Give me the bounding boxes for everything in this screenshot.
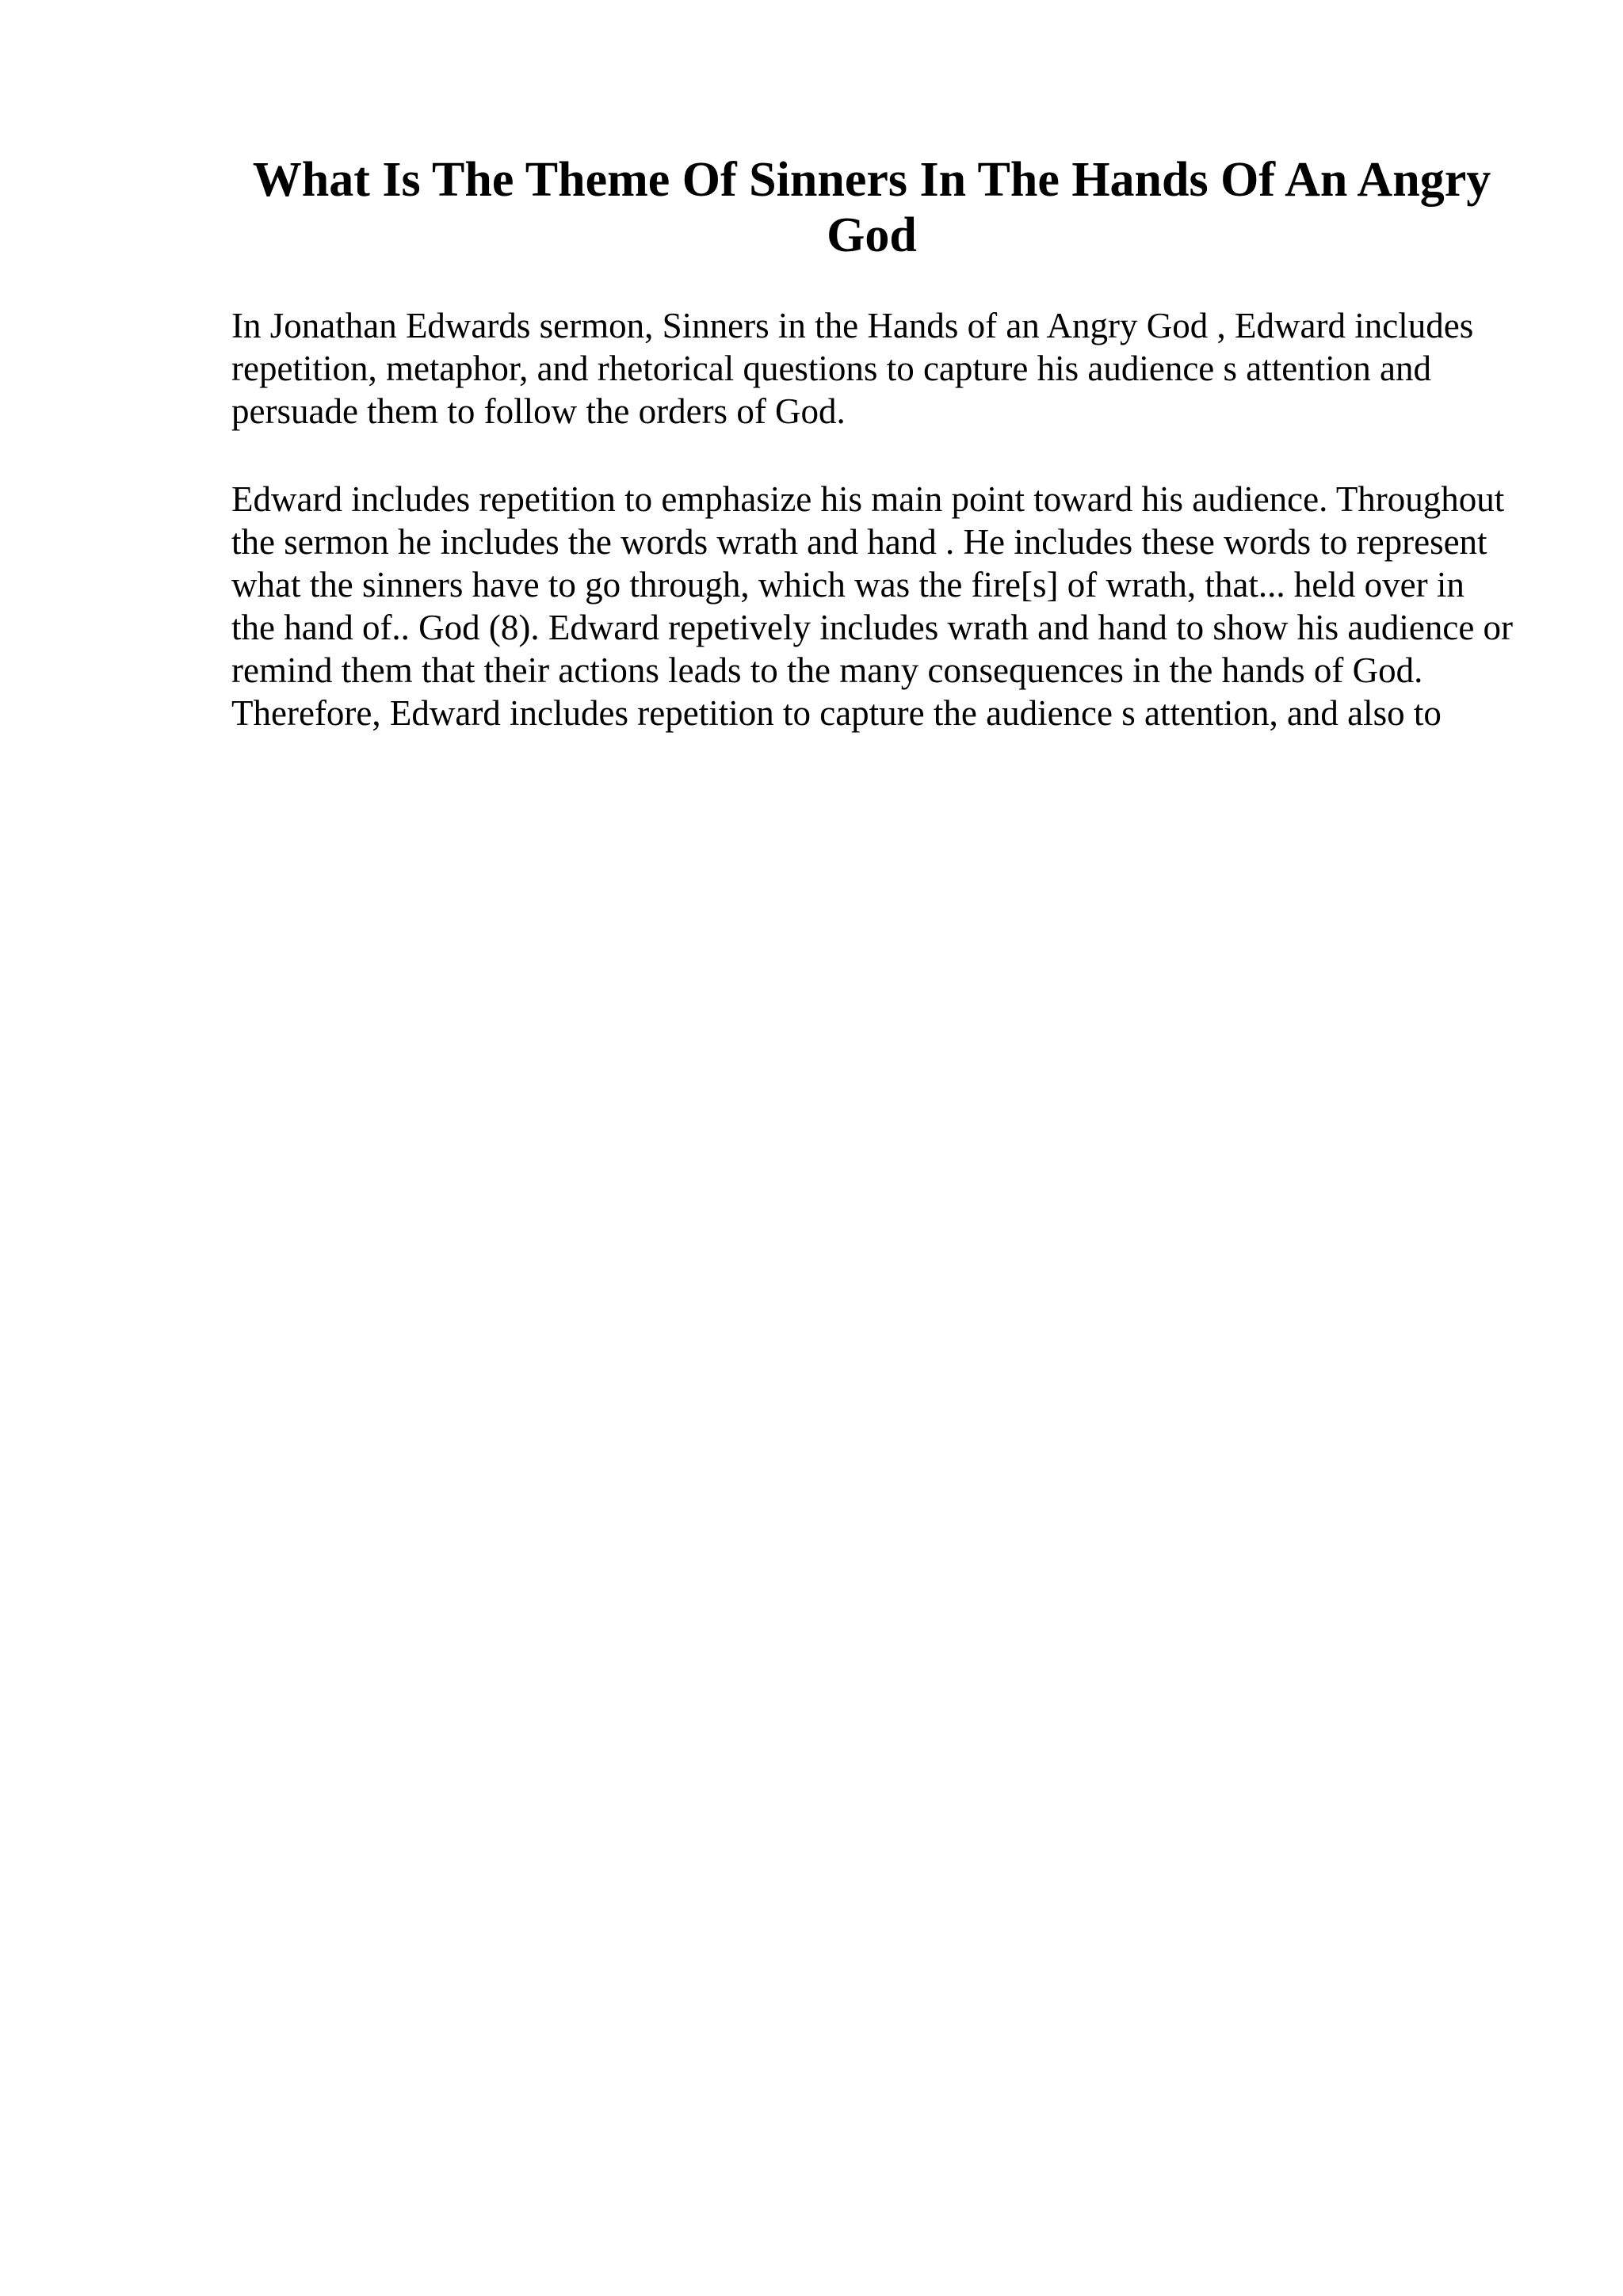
page-title: What Is The Theme Of Sinners In The Hands Of An Angry God bbox=[252, 153, 1491, 262]
body-paragraph: Edward includes repetition to emphasize his main point toward his audience. Throughout the sermon he includes the words wrath and hand . He includes these words to represent what the sinners have to go through, which was the fire[s] of wrath, that... held over in the hand of.. God (8). Edward repetively includes wrath and hand to show his audience or remind them that their actions leads to the many consequences in the hands of God. Therefore, Edward includes repetition to capture the audience s attention, and also to bbox=[231, 479, 1514, 733]
intro-paragraph: In Jonathan Edwards sermon, Sinners in the Hands of an Angry God , Edward includes repetition, metaphor, and rhetorical questions to capture his audience s attention and persuade them to follow the orders of God. bbox=[231, 306, 1474, 431]
